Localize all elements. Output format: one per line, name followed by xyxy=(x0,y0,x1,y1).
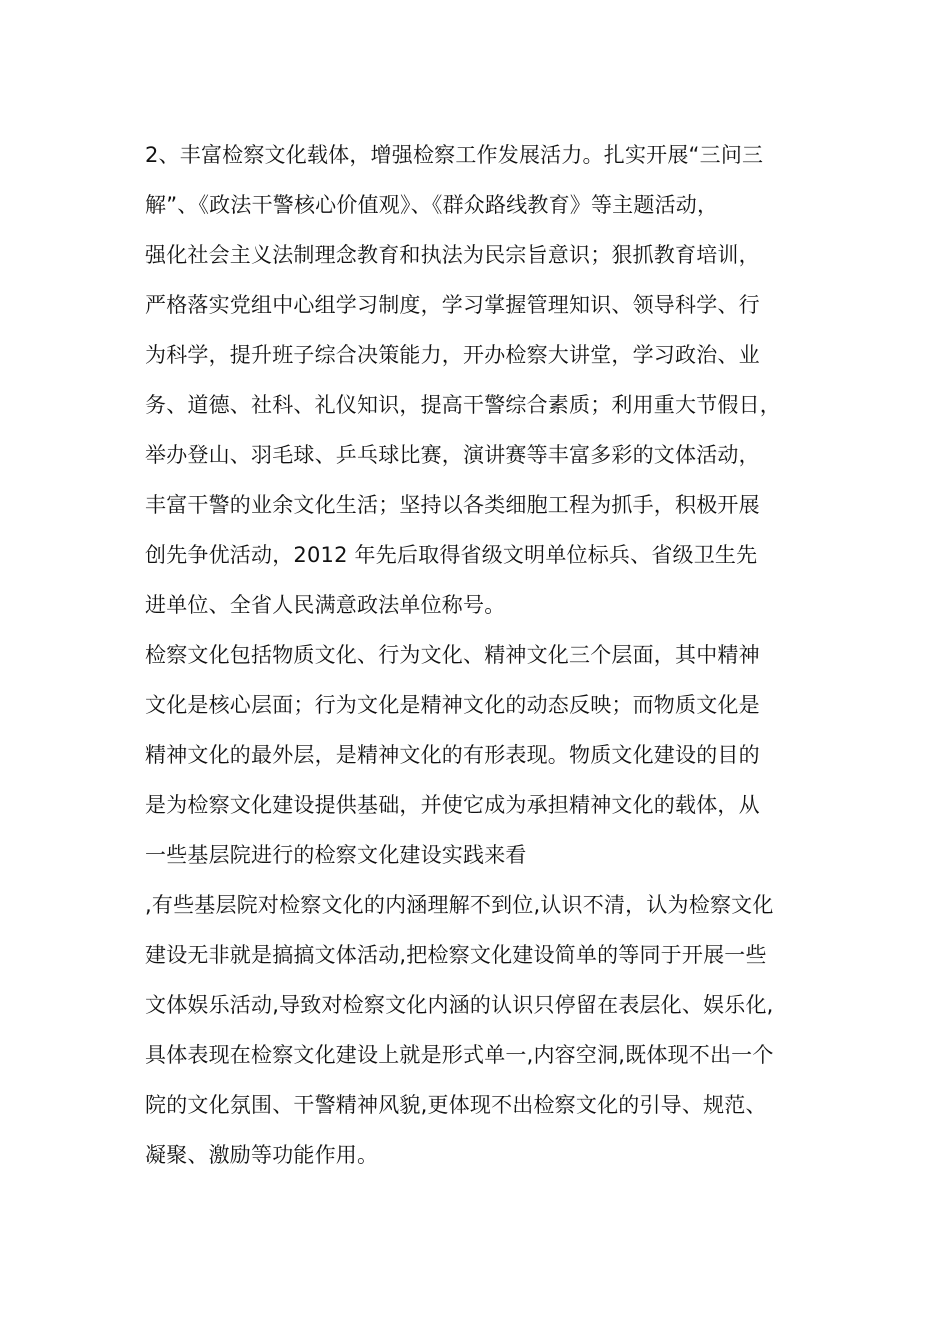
text-line: 文化是核心层面；行为文化是精神文化的动态反映；而物质文化是 xyxy=(145,693,760,717)
text-line: 举办登山、羽毛球、乒乓球比赛，演讲赛等丰富多彩的文体活动， xyxy=(145,443,760,467)
text-line: 强化社会主义法制理念教育和执法为民宗旨意识；狠抓教育培训， xyxy=(145,243,760,267)
text-line: 进单位、全省人民满意政法单位称号。 xyxy=(145,593,506,617)
text-line: 是为检察文化建设提供基础，并使它成为承担精神文化的载体，从 xyxy=(145,793,760,817)
text-line: 务、道德、社科、礼仪知识，提高干警综合素质；利用重大节假日， xyxy=(145,393,781,417)
text-line: ,有些基层院对检察文化的内涵理解不到位,认识不清，认为检察文化 xyxy=(145,893,774,917)
text-line: 解”、《政法干警核心价值观》、《群众路线教育》等主题活动， xyxy=(145,193,719,217)
text-line: 为科学，提升班子综合决策能力，开办检察大讲堂，学习政治、业 xyxy=(145,343,760,367)
text-line: 创先争优活动，2012 年先后取得省级文明单位标兵、省级卫生先 xyxy=(145,543,758,567)
text-line: 具体表现在检察文化建设上就是形式单一,内容空洞,既体现不出一个 xyxy=(145,1043,774,1067)
text-line: 2、丰富检察文化载体，增强检察工作发展活力。扎实开展“三问三 xyxy=(145,143,764,167)
text-line: 丰富干警的业余文化生活；坚持以各类细胞工程为抓手，积极开展 xyxy=(145,493,760,517)
text-line: 院的文化氛围、干警精神风貌,更体现不出检察文化的引导、规范、 xyxy=(145,1093,767,1117)
document-body xyxy=(145,130,825,1180)
text-line: 凝聚、激励等功能作用。 xyxy=(145,1143,379,1167)
text-line: 文体娱乐活动,导致对检察文化内涵的认识只停留在表层化、娱乐化, xyxy=(145,993,774,1017)
text-line: 精神文化的最外层，是精神文化的有形表现。物质文化建设的目的 xyxy=(145,743,760,767)
text-line: 检察文化包括物质文化、行为文化、精神文化三个层面，其中精神 xyxy=(145,643,760,667)
text-line: 建设无非就是搞搞文体活动,把检察文化建设简单的等同于开展一些 xyxy=(145,943,767,967)
text-line: 严格落实党组中心组学习制度，学习掌握管理知识、领导科学、行 xyxy=(145,293,760,317)
text-line: 一些基层院进行的检察文化建设实践来看 xyxy=(145,843,527,867)
